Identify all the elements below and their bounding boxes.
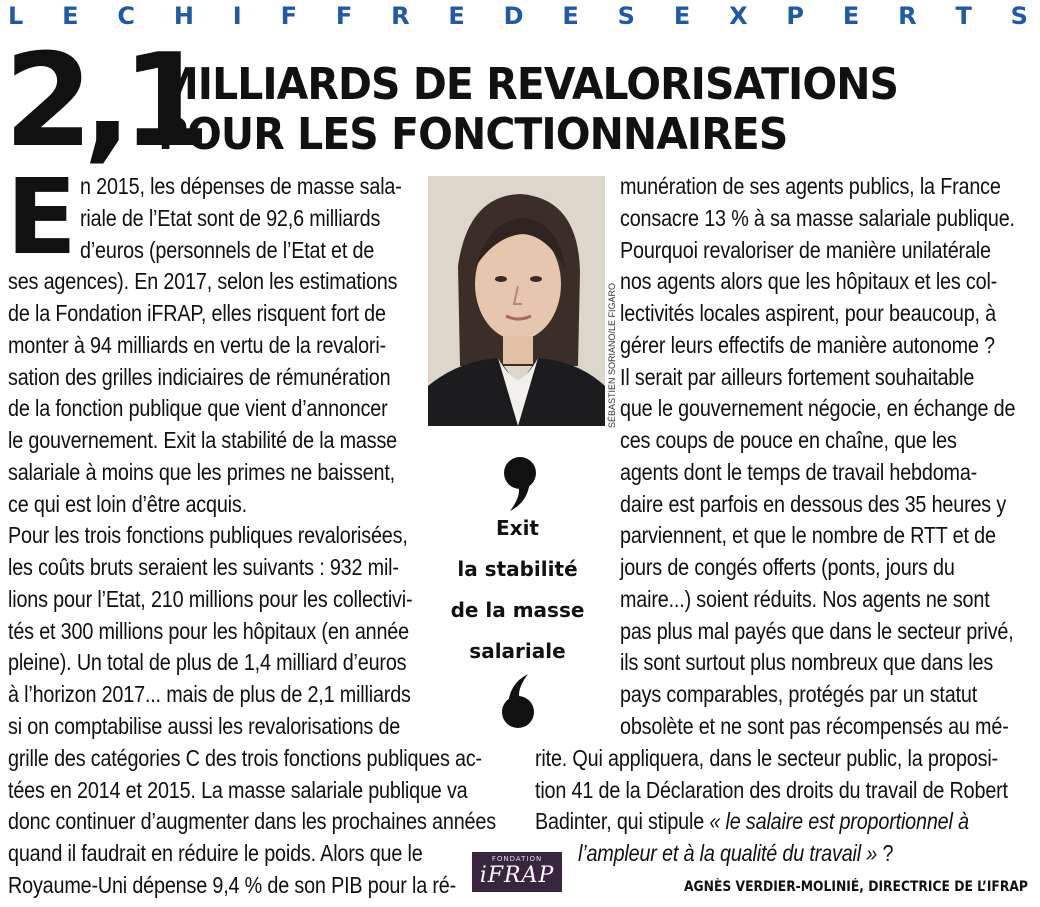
body-line: consacre 13 % à sa masse salariale publique. xyxy=(620,205,1015,231)
kicker-letter: H xyxy=(173,2,194,30)
body-line: grille des catégories C des trois fonctions publiques ac- xyxy=(8,745,482,771)
body-line: munération de ses agents publics, la France xyxy=(620,173,1001,199)
body-line: agents dont le temps de travail hebdoma- xyxy=(620,459,978,485)
body-line: nos agents alors que les hôpitaux et les col- xyxy=(620,268,998,294)
section-kicker xyxy=(8,2,1028,30)
body-line: les coûts bruts seraient les suivants : 932 mil- xyxy=(8,554,399,580)
body-text: ? xyxy=(877,840,894,866)
body-line: donc continuer d’augmenter dans les prochaines années xyxy=(8,808,496,834)
logo-small-text: FONDATION xyxy=(491,855,543,863)
drop-cap: E xyxy=(6,156,78,278)
kicker-letter: F xyxy=(280,2,297,30)
kicker-letter: S xyxy=(1010,2,1028,30)
photo-credit: SÉBASTIEN SORIANO/LE FIGARO xyxy=(607,282,617,428)
pull-quote-line-3: de la masse xyxy=(450,598,585,622)
kicker-letter: D xyxy=(503,2,524,30)
body-line xyxy=(535,806,969,837)
headline-line-2: POUR LES FONCTIONNAIRES xyxy=(158,109,788,160)
body-line: n 2015, les dépenses de masse sala- xyxy=(80,173,402,199)
kicker-letter: E xyxy=(842,2,860,30)
headline-figure: 2,1 xyxy=(4,27,201,176)
body-line: le gouvernement. Exit la stabilité de la masse xyxy=(8,427,398,453)
kicker-letter: E xyxy=(562,2,579,30)
kicker-letter: F xyxy=(335,2,353,30)
body-line: quand il faudrait en réduire le poids. Alors que le xyxy=(8,840,423,866)
pull-quote-line-4: salariale xyxy=(469,639,566,663)
body-line: gérer leurs effectifs de manière autonome ? xyxy=(620,332,995,358)
body-line: pleine). Un total de plus de 1,4 milliard d’euros xyxy=(8,649,407,675)
body-line: maire...) soient réduits. Nos agents ne sont xyxy=(620,586,990,612)
body-line: ils sont surtout plus nombreux que dans les xyxy=(620,649,994,675)
body-line: d’euros (personnels de l’Etat et de xyxy=(80,237,375,263)
body-line: lions pour l’Etat, 210 millions pour les collectivi- xyxy=(8,586,413,612)
headline xyxy=(158,60,972,160)
body-line: parviennent, et que le nombre de RTT et de xyxy=(620,522,996,548)
kicker-letter: T xyxy=(955,2,972,30)
quote-close-icon xyxy=(498,674,538,730)
body-line: Royaume-Uni dépense 9,4 % de son PIB pour la ré- xyxy=(8,872,457,898)
body-line: Pour les trois fonctions publiques revalorisées, xyxy=(8,522,408,548)
body-line: salariale à moins que les primes ne baissent, xyxy=(8,459,395,485)
body-line: Pourquoi revaloriser de manière unilatérale xyxy=(620,237,991,263)
body-line: monter à 94 milliards en vertu de la revalori- xyxy=(8,332,386,358)
kicker-letter: X xyxy=(729,2,748,30)
body-line: tés et 300 millions pour les hôpitaux (en année xyxy=(8,618,409,644)
quote-open-icon xyxy=(500,455,540,511)
headline-line-1: MILLIARDS DE REVALORISATIONS xyxy=(158,59,899,110)
body-line: que le gouvernement négocie, en échange de xyxy=(620,395,1016,421)
body-line: ces coups de pouce en chaîne, que les xyxy=(620,427,957,453)
portrait-illustration xyxy=(428,176,605,426)
body-line: ses agences). En 2017, selon les estimations xyxy=(8,268,398,294)
pull-quote-line-1: Exit xyxy=(496,516,539,540)
kicker-letter: C xyxy=(117,2,136,30)
body-line: lectivités locales aspirent, pour beaucoup, à xyxy=(620,300,997,326)
body-line: daire est parfois en dessous des 35 heures y xyxy=(620,491,1007,517)
body-line: tées en 2014 et 2015. La masse salariale publique va xyxy=(8,777,468,803)
kicker-letter: L xyxy=(8,2,24,30)
body-line: jours de congés offerts (ponts, jours du xyxy=(620,554,955,580)
kicker-letter: E xyxy=(673,2,691,30)
body-line: Il serait par ailleurs fortement souhaitable xyxy=(620,364,975,390)
kicker-letter: E xyxy=(62,2,79,30)
body-line: à l’horizon 2017... mais de plus de 2,1 milliards xyxy=(8,681,411,707)
body-text: Badinter, qui stipule xyxy=(535,808,710,834)
author-photo xyxy=(428,176,605,426)
body-line: ce qui est loin d’être acquis. xyxy=(8,491,247,517)
body-line xyxy=(578,838,893,869)
body-line: sation des grilles indiciaires de rémunération xyxy=(8,364,391,390)
body-line: riale de l’Etat sont de 92,6 milliards xyxy=(80,205,381,231)
body-line: pas plus mal payés que dans le secteur privé, xyxy=(620,618,1014,644)
body-line: de la fonction publique que vient d’annoncer xyxy=(8,395,388,421)
body-line: si on comptabilise aussi les revalorisations de xyxy=(8,713,401,739)
quote-italic: l’ampleur et à la qualité du travail » xyxy=(578,840,878,866)
body-line: obsolète et ne sont pas récompensés au mé- xyxy=(620,713,1009,739)
kicker-letter: P xyxy=(786,2,805,30)
ifrap-logo xyxy=(472,852,562,892)
kicker-letter: S xyxy=(617,2,635,30)
kicker-letter: I xyxy=(232,2,242,30)
body-line: de la Fondation iFRAP, elles risquent fort de xyxy=(8,300,386,326)
body-line: pays comparables, protégés par un statut xyxy=(620,681,978,707)
body-line: rite. Qui appliquera, dans le secteur public, la proposi- xyxy=(535,745,998,771)
kicker-letter: R xyxy=(898,2,917,30)
author-byline: AGNÈS VERDIER-MOLINIÉ, DIRECTRICE DE L’IFRAP xyxy=(684,879,1028,895)
kicker-letter: R xyxy=(391,2,410,30)
pull-quote-line-2: la stabilité xyxy=(457,557,578,581)
kicker-letter: E xyxy=(448,2,465,30)
quote-italic: « le salaire est proportionnel à xyxy=(709,808,969,834)
logo-big-text: iFRAP xyxy=(479,863,555,888)
body-line: tion 41 de la Déclaration des droits du travail de Robert xyxy=(535,777,1008,803)
